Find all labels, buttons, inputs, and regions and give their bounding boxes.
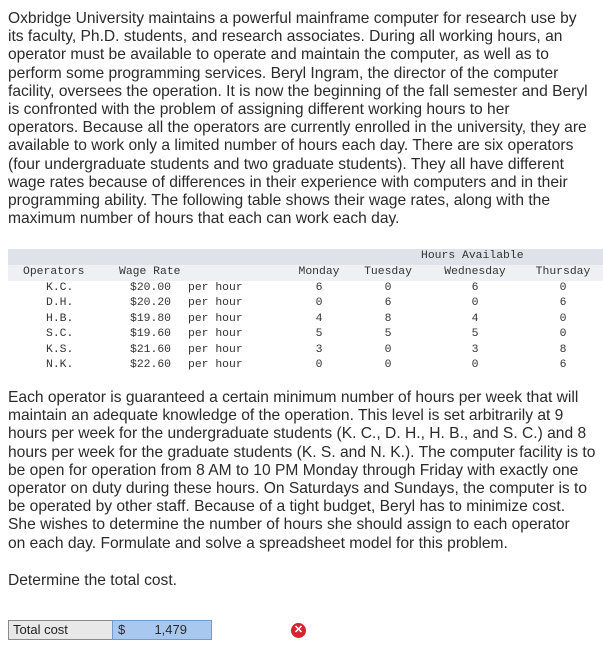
operator-name: S.C.: [46, 328, 74, 341]
wage-rate: $22.60: [130, 359, 172, 371]
hours-cell: 3: [315, 343, 323, 356]
hours-cell: 5: [315, 328, 323, 341]
paragraph-1-line: maximum number of hours that each can work each day.: [8, 210, 400, 228]
paragraph-2-line: operator on duty during these hours. On Saturdays and Sundays, the computer is to: [8, 480, 588, 498]
total-cost-label: Total cost: [8, 620, 115, 640]
col-header-monday: Monday: [298, 266, 340, 278]
paragraph-2-line: on each day. Formulate and solve a spreadsheet model for this problem.: [8, 534, 508, 552]
hours-cell: 4: [471, 312, 479, 325]
hours-cell: 6: [315, 282, 323, 294]
hours-cell: 8: [384, 312, 392, 325]
hours-cell: 0: [559, 282, 567, 294]
wage-unit: per hour: [188, 328, 243, 341]
hours-cell: 0: [384, 282, 392, 294]
paragraph-1-line: wage rates because of differences in their experience with computers and in their: [8, 173, 568, 191]
paragraph-1-line: perform some programming services. Beryl Ingram, the director of the computer: [8, 64, 559, 82]
hours-cell: 6: [384, 297, 392, 310]
hours-cell: 0: [315, 359, 323, 371]
paragraph-2-line: be open for operation from 8 AM to 10 PM Monday through Friday with exactly one: [8, 461, 579, 479]
hours-cell: 0: [559, 312, 567, 325]
paragraph-1-line: operator must be available to operate and maintain the computer, as well as to: [8, 46, 549, 64]
hours-cell: 5: [384, 328, 392, 341]
paragraph-2-line: be operated by other staff. Because of a tight budget, Beryl has to minimize cost.: [8, 498, 566, 516]
incorrect-x-icon: ✕: [291, 623, 306, 638]
col-header-tuesday: Tuesday: [364, 266, 412, 278]
operator-name: K.C.: [46, 282, 74, 294]
wage-rate: $21.60: [130, 343, 172, 356]
paragraph-2-line: She wishes to determine the number of hours she should assign to each operator: [8, 516, 570, 534]
paragraph-2-line: Each operator is guaranteed a certain minimum number of hours per week that will: [8, 389, 579, 406]
total-cost-input[interactable]: [112, 620, 304, 640]
paragraph-2-line: hours per week for the undergraduate students (K. C., D. H., H. B., and S. C.) and 8: [8, 425, 587, 443]
hours-cell: 0: [315, 297, 323, 310]
col-header-operators: Operators: [23, 266, 85, 278]
wage-rate: $20.00: [130, 282, 172, 294]
operator-name: H.B.: [46, 312, 74, 325]
operator-name: D.H.: [46, 297, 74, 310]
paragraph-1-line: Oxbridge University maintains a powerful mainframe computer for research use by: [8, 10, 577, 27]
problem-paragraph-2: [8, 389, 598, 553]
wage-unit: per hour: [188, 359, 243, 371]
data-table: [8, 249, 603, 371]
hours-cell: 8: [559, 343, 567, 356]
paragraph-1-line: available to work only a limited number of hours each day. There are six operators: [8, 137, 574, 155]
paragraph-2-line: maintain an adequate knowledge of the operation. This level is set arbitrarily at 9: [8, 407, 564, 425]
total-cost-value: 1,479: [154, 622, 187, 637]
wage-rate: $19.60: [130, 328, 172, 341]
wage-unit: per hour: [188, 297, 243, 310]
currency-symbol: $: [118, 622, 126, 637]
wage-rate: $20.20: [130, 297, 172, 310]
hours-cell: 6: [471, 282, 479, 294]
operator-name: N.K.: [46, 359, 74, 371]
hours-cell: 0: [384, 359, 392, 371]
hours-cell: 0: [559, 328, 567, 341]
col-header-wednesday: Wednesday: [444, 266, 506, 278]
paragraph-2-line: hours per week for the graduate students (K. S. and N. K.). The computer facility is to: [8, 443, 596, 461]
hours-cell: 6: [559, 359, 567, 371]
col-header-thursday: Thursday: [535, 266, 591, 278]
hours-cell: 0: [471, 359, 479, 371]
paragraph-1-line: (four undergraduate students and two graduate students). They all have different: [8, 155, 564, 173]
question-text: Determine the total cost.: [8, 572, 178, 589]
hours-cell: 3: [471, 343, 479, 356]
paragraph-1-line: is confronted with the problem of assigning different working hours to her: [8, 101, 510, 119]
paragraph-1-line: facility, oversees the operation. It is now the beginning of the fall semester and Beryl: [8, 82, 588, 100]
hours-cell: 0: [384, 343, 392, 356]
wage-rate: $19.80: [130, 312, 172, 325]
wage-unit: per hour: [188, 312, 243, 325]
wage-unit: per hour: [188, 343, 243, 356]
group-header-hours-available: Hours Available: [421, 250, 524, 262]
hours-cell: 0: [471, 297, 479, 310]
paragraph-1-line: operators. Because all the operators are currently enrolled in the university, they are: [8, 119, 587, 137]
wage-unit: per hour: [188, 282, 243, 294]
operator-name: K.S.: [46, 343, 74, 356]
paragraph-1-line: its faculty, Ph.D. students, and research associates. During all working hours, an: [8, 28, 563, 46]
problem-paragraph-1: [8, 10, 598, 228]
paragraph-1-line: programming ability. The following table shows their wage rates, along with the: [8, 192, 551, 210]
hours-cell: 5: [471, 328, 479, 341]
col-header-wage-rate: Wage Rate: [119, 266, 181, 278]
hours-cell: 6: [559, 297, 567, 310]
hours-cell: 4: [315, 312, 323, 325]
